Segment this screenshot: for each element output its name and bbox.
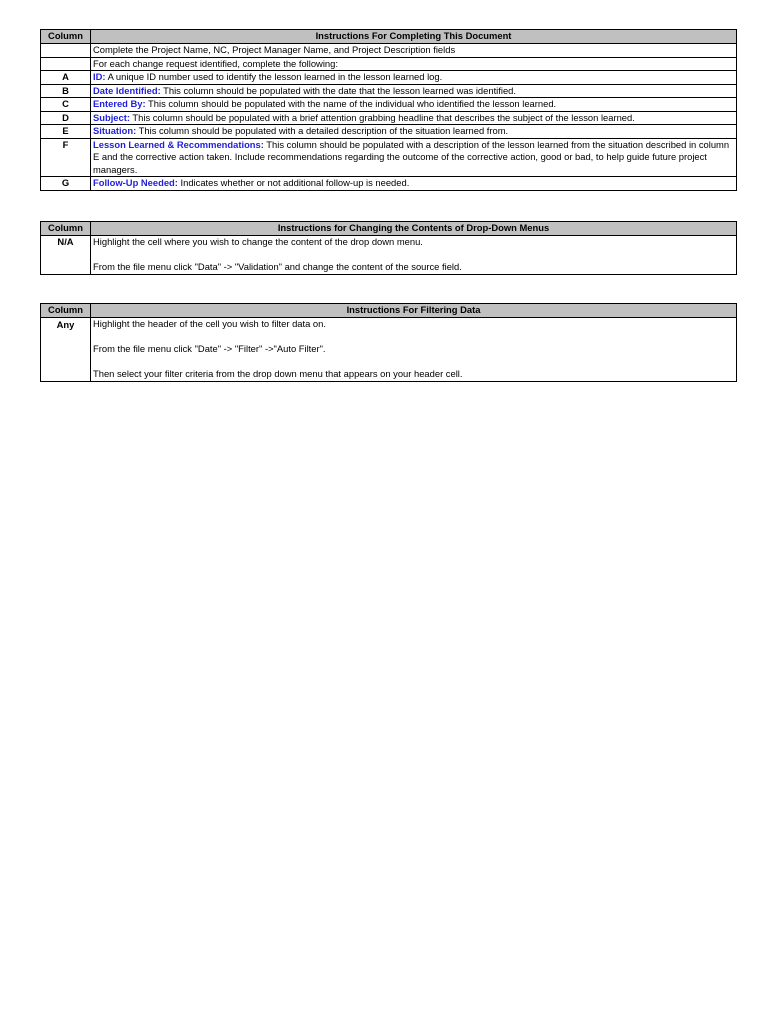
- filtering-instructions-table: [40, 303, 737, 382]
- table-row: [41, 318, 737, 382]
- table-title: Instructions For Filtering Data: [91, 304, 737, 318]
- column-header: Column: [41, 222, 91, 236]
- column-cell: F: [41, 138, 91, 177]
- intro-text: For each change request identified, complete the following:: [91, 57, 737, 71]
- column-cell: [41, 44, 91, 58]
- description-cell: [91, 125, 737, 139]
- table-row: [41, 84, 737, 98]
- table-row: [41, 44, 737, 58]
- description-cell: [91, 111, 737, 125]
- table-row: [41, 236, 737, 275]
- instruction-line: Then select your filter criteria from the drop down menu that appears on your header cell.: [93, 368, 463, 379]
- field-name: Follow-Up Needed:: [93, 177, 178, 188]
- field-description: This column should be populated with a description of the lesson learned from the situation described in column E and the corrective action taken. Include recommendations regarding the outcome of the corrective action, good or bad, to help guide future project managers.: [93, 138, 730, 175]
- table-row: [41, 111, 737, 125]
- description-cell: [91, 98, 737, 112]
- field-description: Indicates whether or not additional follow-up is needed.: [177, 177, 410, 188]
- table-row: [41, 71, 737, 85]
- column-cell: B: [41, 84, 91, 98]
- column-cell: [41, 57, 91, 71]
- table-row: [41, 98, 737, 112]
- field-name: Entered By:: [93, 98, 146, 109]
- field-description: This column should be populated with the date that the lesson learned was identified.: [160, 84, 516, 96]
- table-row: [41, 138, 737, 177]
- table-header-row: [41, 222, 737, 236]
- description-cell: [91, 138, 737, 177]
- description-cell: [91, 84, 737, 98]
- blank-line: [93, 356, 734, 369]
- description-cell: [91, 71, 737, 85]
- column-cell: G: [41, 177, 91, 191]
- column-cell: E: [41, 125, 91, 139]
- instruction-line: From the file menu click "Data" -> "Validation" and change the content of the source field.: [93, 261, 462, 272]
- table-header-row: [41, 304, 737, 318]
- instruction-line: From the file menu click "Date" -> "Filter" ->"Auto Filter".: [93, 343, 326, 354]
- completing-instructions-table: [40, 29, 737, 191]
- column-header: Column: [41, 304, 91, 318]
- field-description: A unique ID number used to identify the lesson learned in the lesson learned log.: [105, 71, 443, 82]
- field-name: Subject:: [93, 111, 130, 123]
- column-cell: Any: [41, 318, 91, 382]
- field-description: This column should be populated with the name of the individual who identified the lesson learned.: [145, 98, 557, 109]
- description-cell: [91, 318, 737, 382]
- blank-line: [93, 249, 734, 262]
- dropdown-instructions-table: [40, 221, 737, 275]
- field-name: Situation:: [93, 125, 137, 136]
- column-cell: D: [41, 111, 91, 125]
- column-header: Column: [41, 30, 91, 44]
- field-name: Date Identified:: [93, 84, 161, 96]
- field-name: ID:: [93, 71, 106, 82]
- description-cell: [91, 236, 737, 275]
- intro-text: Complete the Project Name, NC, Project Manager Name, and Project Description fields: [91, 44, 737, 58]
- column-cell: C: [41, 98, 91, 112]
- field-description: This column should be populated with a detailed description of the situation learned from.: [136, 125, 509, 136]
- column-cell: A: [41, 71, 91, 85]
- table-header-row: [41, 30, 737, 44]
- instruction-line: Highlight the header of the cell you wish to filter data on.: [93, 318, 326, 329]
- field-name: Lesson Learned & Recommendations:: [93, 138, 264, 150]
- table-title: Instructions for Changing the Contents of Drop-Down Menus: [91, 222, 737, 236]
- field-description: This column should be populated with a brief attention grabbing headline that describes the subject of the lesson learned.: [129, 111, 635, 123]
- instruction-line: Highlight the cell where you wish to change the content of the drop down menu.: [93, 236, 423, 247]
- table-row: [41, 177, 737, 191]
- table-row: [41, 125, 737, 139]
- table-title: Instructions For Completing This Document: [91, 30, 737, 44]
- blank-line: [93, 331, 734, 344]
- column-cell: N/A: [41, 236, 91, 275]
- description-cell: [91, 177, 737, 191]
- table-row: [41, 57, 737, 71]
